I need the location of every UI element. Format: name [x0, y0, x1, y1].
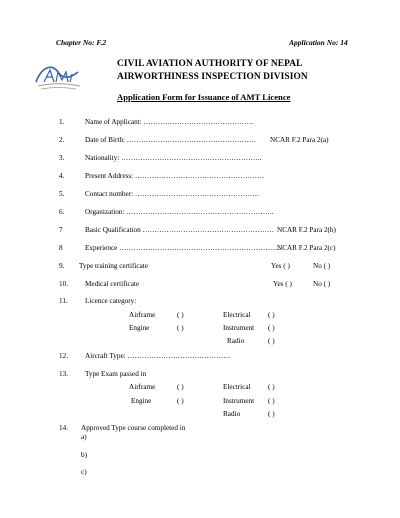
type-training-yes-checkbox[interactable]: Yes ( ) [271, 262, 290, 270]
field-contact-number[interactable]: Contact number: ……………………………………………. [85, 190, 259, 198]
exam-instrument-label: Instrument [223, 397, 255, 405]
field-basic-qualification[interactable]: Basic Qualification ………………………………………………. [85, 226, 274, 234]
licence-electrical-checkbox[interactable]: ( ) [268, 311, 275, 319]
chapter-number: Chapter No: F.2 [56, 38, 107, 47]
licence-electrical-label: Electrical [223, 311, 251, 319]
field-number: 1. [59, 118, 65, 126]
field-number: 10. [59, 280, 68, 288]
field-reference: NCAR F.2 Para 2(a) [270, 136, 329, 144]
application-number: Application No: 14 [289, 38, 348, 47]
licence-airframe-checkbox[interactable]: ( ) [177, 311, 184, 319]
type-training-no-checkbox[interactable]: No ( ) [313, 262, 331, 270]
licence-radio-label: Radio [227, 337, 245, 345]
field-number: 14. [59, 424, 68, 432]
exam-electrical-checkbox[interactable]: ( ) [268, 383, 275, 391]
field-number: 7 [59, 226, 63, 234]
type-training-label: Type training certificate [79, 262, 148, 270]
exam-instrument-checkbox[interactable]: ( ) [268, 397, 275, 405]
field-number: 9. [59, 262, 65, 270]
approved-course-label: Approved Type course completed in [81, 424, 186, 432]
exam-airframe-label: Airframe [129, 383, 156, 391]
field-number: 3. [59, 154, 65, 162]
field-aircraft-type[interactable]: Aircraft Type: ……………………………………. [85, 352, 230, 360]
approved-course-a[interactable]: a) [81, 433, 87, 441]
field-number: 5. [59, 190, 65, 198]
field-organization[interactable]: Organization: …………………………………………………….. [85, 208, 274, 216]
field-number: 2. [59, 136, 65, 144]
field-present-address[interactable]: Present Address: ……………………………………………… [85, 172, 265, 180]
licence-engine-checkbox[interactable]: ( ) [177, 324, 184, 332]
caan-logo-icon [32, 58, 84, 94]
licence-instrument-label: Instrument [223, 324, 255, 332]
field-number: 4. [59, 172, 65, 180]
form-title: Application Form for Issuance of AMT Licence [117, 92, 291, 102]
type-exam-label: Type Exam passed in [85, 370, 147, 378]
exam-electrical-label: Electrical [223, 383, 251, 391]
field-reference: NCAR F.2 Para 2(b) [277, 226, 336, 234]
licence-instrument-checkbox[interactable]: ( ) [268, 324, 275, 332]
exam-radio-label: Radio [223, 410, 241, 418]
approved-course-b[interactable]: b) [81, 451, 87, 459]
field-number: 6. [59, 208, 65, 216]
field-number: 8 [59, 244, 63, 252]
licence-engine-label: Engine [129, 324, 150, 332]
field-nationality[interactable]: Nationality: ………………………………………………….. [85, 154, 262, 162]
field-experience[interactable]: Experience ………………………………………………………….. [85, 244, 281, 252]
exam-engine-checkbox[interactable]: ( ) [177, 397, 184, 405]
exam-airframe-checkbox[interactable]: ( ) [177, 383, 184, 391]
licence-radio-checkbox[interactable]: ( ) [268, 337, 275, 345]
exam-engine-label: Engine [131, 397, 152, 405]
field-number: 13. [59, 370, 68, 378]
medical-yes-checkbox[interactable]: Yes ( ) [273, 280, 292, 288]
medical-label: Medical certificate [85, 280, 140, 288]
medical-no-checkbox[interactable]: No ( ) [313, 280, 331, 288]
field-reference: NCAR F.2 Para 2(c) [277, 244, 336, 252]
field-name-of-applicant[interactable]: Name of Applicant: ………………………………………. [85, 118, 254, 126]
org-name: CIVIL AVIATION AUTHORITY OF NEPAL [117, 59, 303, 69]
field-number: 12. [59, 352, 68, 360]
field-number: 11. [59, 297, 68, 305]
division-name: AIRWORTHINESS INSPECTION DIVISION [117, 72, 308, 82]
licence-category-label: Licence category: [85, 297, 137, 305]
field-date-of-birth[interactable]: Date of Birth: ……………………………………………… [85, 136, 257, 144]
exam-radio-checkbox[interactable]: ( ) [268, 410, 275, 418]
approved-course-c[interactable]: c) [81, 468, 87, 476]
licence-airframe-label: Airframe [129, 311, 156, 319]
